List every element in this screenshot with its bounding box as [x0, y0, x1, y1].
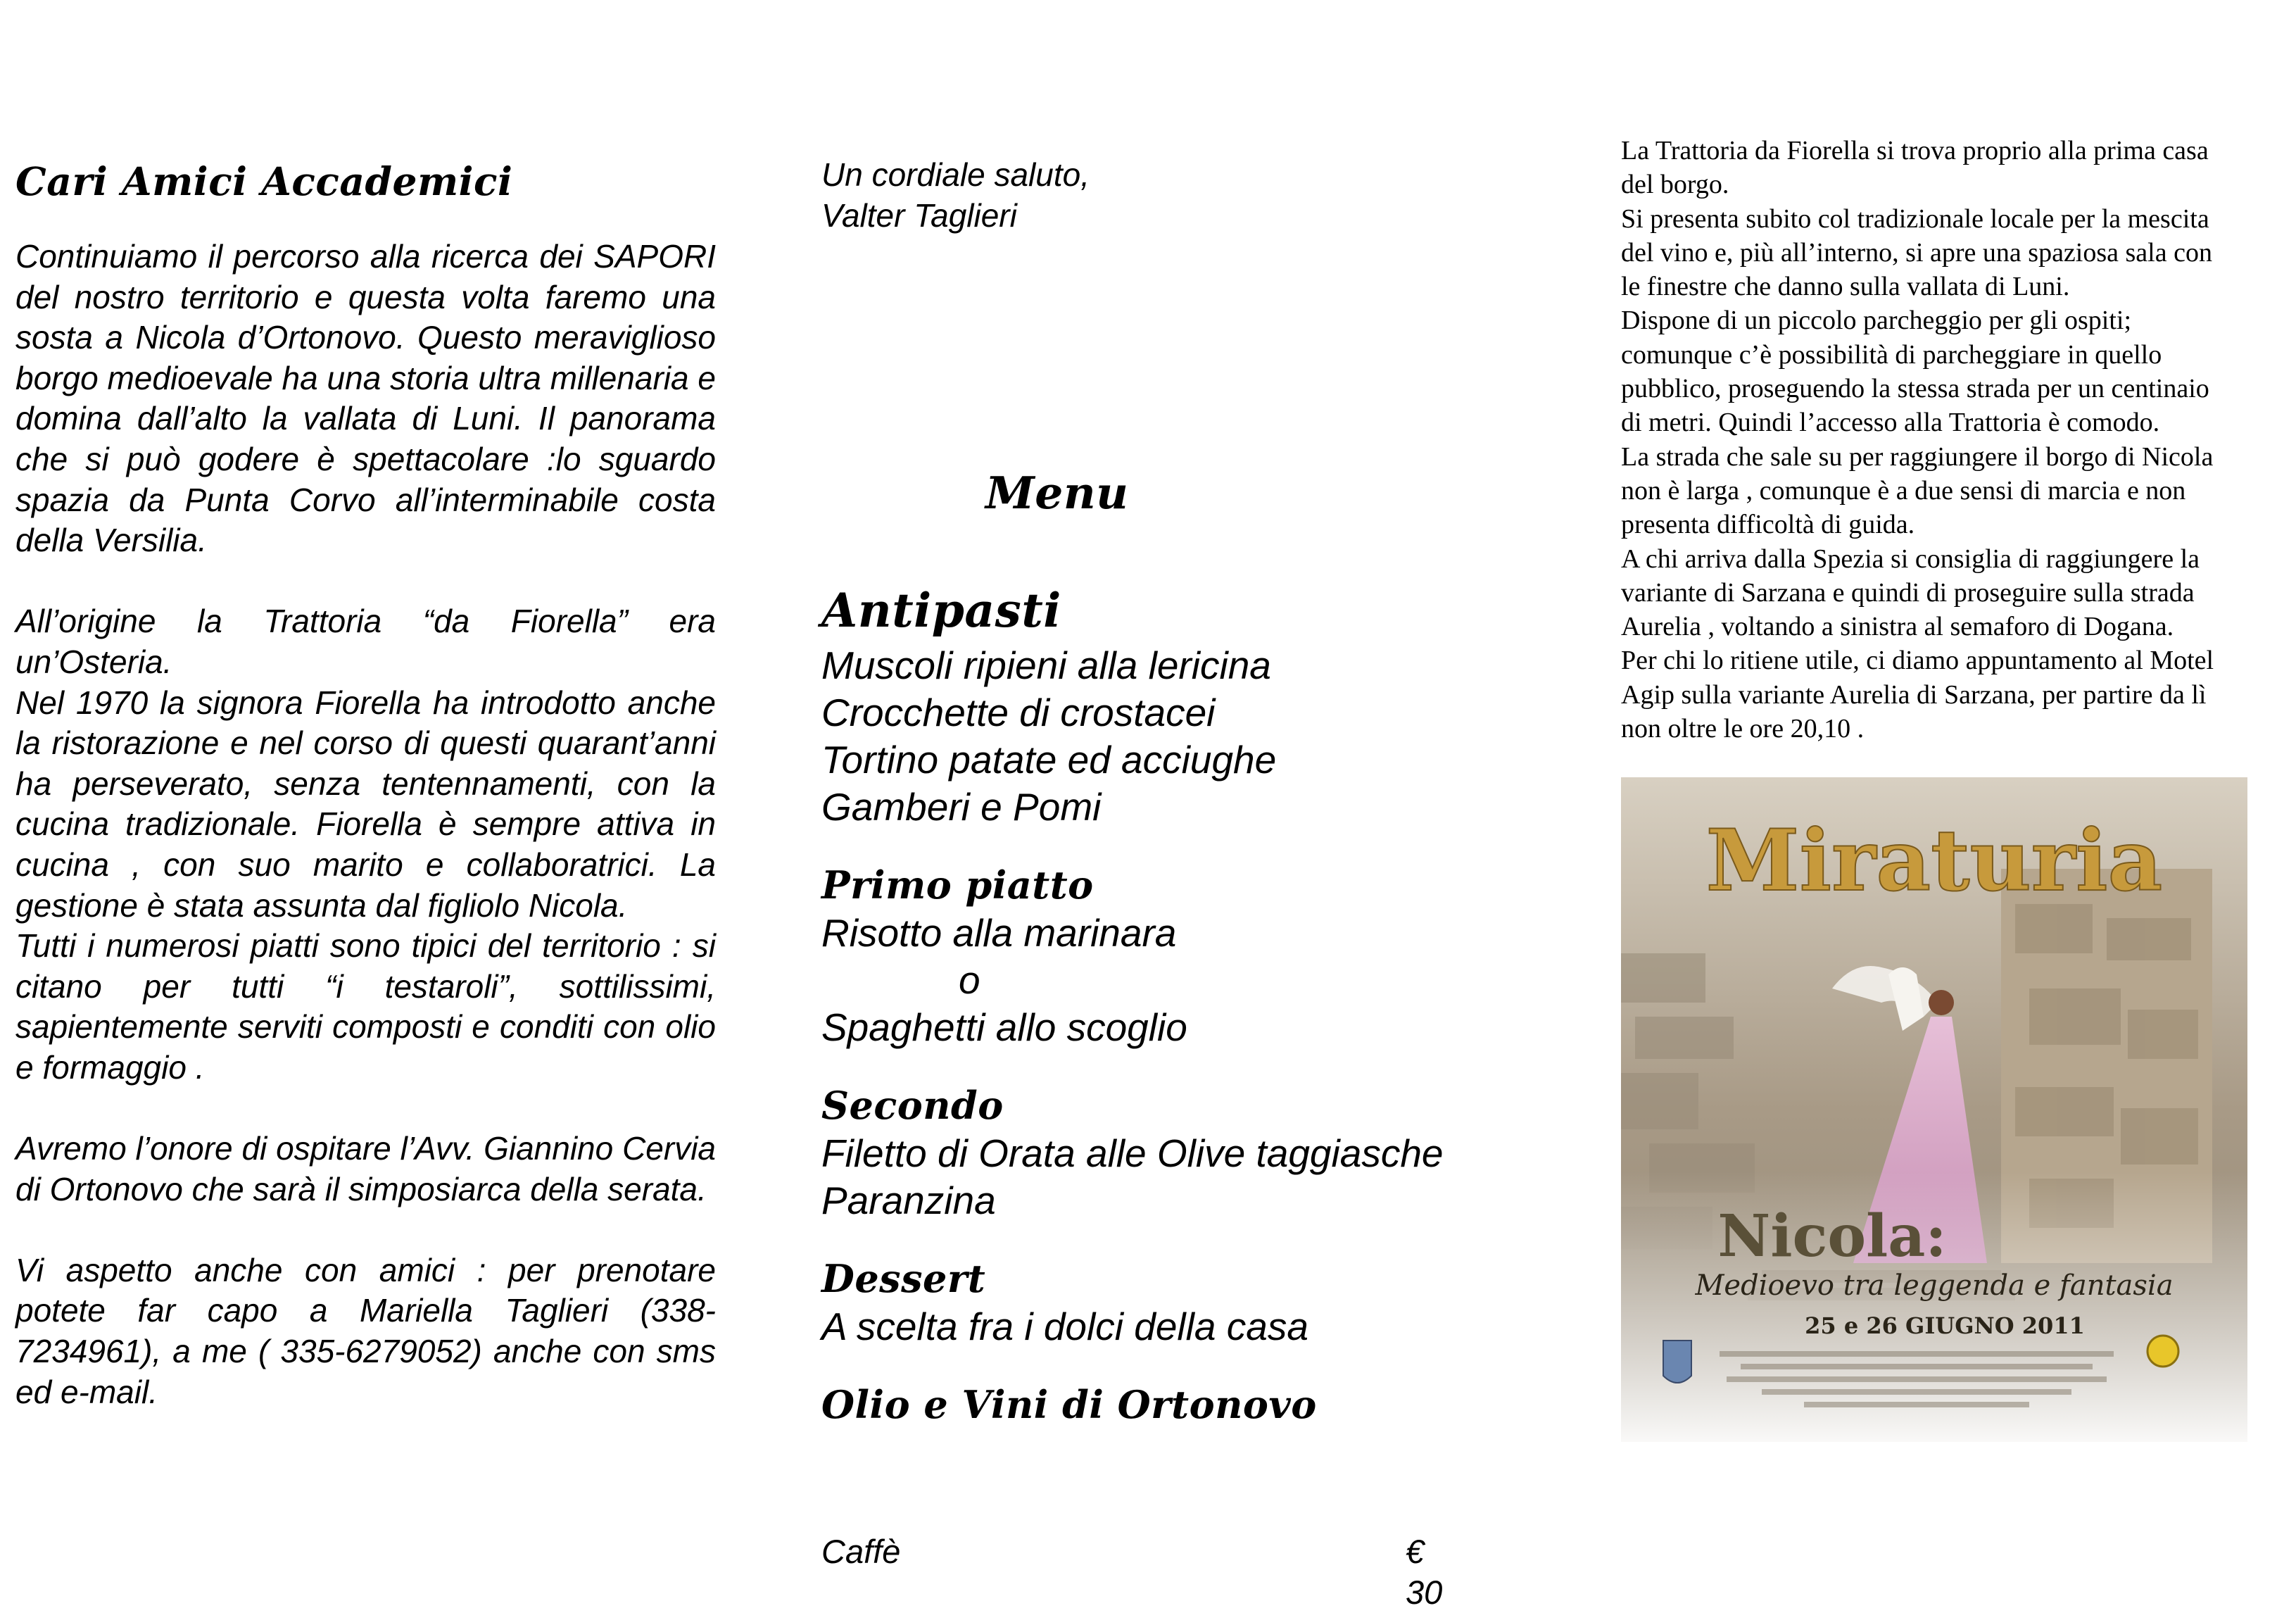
menu-item: Gamberi e Pomi [821, 785, 1102, 829]
sponsor-logo-icon [2147, 1336, 2178, 1367]
directions-column [1621, 134, 2279, 746]
menu-title: Menu [985, 467, 1129, 519]
history-paragraph-origin: All’origine la Trattoria “da Fiorella” era un’Osteria. [15, 603, 716, 680]
greeting-block [821, 155, 1490, 236]
directions-line: non è larga , comunque è a due sensi di marcia e non [1621, 475, 2186, 506]
caffe-price-row [821, 1531, 1469, 1611]
menu-section-olio-vini: Olio e Vini di Ortonovo [821, 1382, 1317, 1427]
directions-line: A chi arriva dalla Spezia si consiglia di raggiungere la [1621, 544, 2200, 574]
directions-line: Si presenta subito col tradizionale locale per la mescita [1621, 203, 2209, 234]
signature-line: Valter Taglieri [821, 196, 1017, 234]
poster-subtitle: Medioevo tra leggenda e fantasia [1695, 1269, 2174, 1302]
menu-section-secondo: Secondo [821, 1083, 1004, 1128]
letter-heading: Cari Amici Accademici [15, 158, 513, 204]
intro-paragraph: Continuiamo il percorso alla ricerca dei SAPORI del nostro territorio e questa volta faremo una sosta a Nicola d’Ortonovo. Questo meraviglioso borgo medioevale ha una storia ultra millenaria e domina dall’alto la vallata di Luni. Il panorama che si può godere è spettacolare :lo sguardo spazia da Punta Corvo all’interminabile costa della Versilia. [15, 238, 716, 559]
directions-line: La strada che sale su per raggiungere il borgo di Nicola [1621, 441, 2214, 472]
directions-line: del vino e, più all’interno, si apre una spaziosa sala con [1621, 237, 2212, 268]
directions-line: Aurelia , voltando a sinistra al semaforo di Dogana. [1621, 612, 2174, 642]
directions-line: di metri. Quindi l’accesso alla Trattoria è comodo. [1621, 408, 2160, 438]
menu-item: Paranzina [821, 1179, 996, 1222]
directions-line: le finestre che danno sulla vallata di Luni. [1621, 272, 2070, 302]
festival-poster-image [1621, 777, 2247, 1442]
caffe-label: Caffè [821, 1533, 901, 1570]
menu-section-primo: Primo piatto [821, 862, 1094, 908]
directions-line: Dispone di un piccolo parcheggio per gli ospiti; [1621, 306, 2132, 336]
directions-line: variante di Sarzana e quindi di proseguire sulla strada [1621, 577, 2195, 608]
directions-line: Per chi lo ritiene utile, ci diamo appuntamento al Motel [1621, 646, 2214, 676]
menu-section-antipasti: Antipasti [821, 583, 1061, 638]
booking-paragraph: Vi aspetto anche con amici : per prenotare potete far capo a Mariella Taglieri (338-7234961), a me ( 335-6279052) anche con sms ed e-mail. [15, 1251, 716, 1410]
menu-item: Crocchette di crostacei [821, 691, 1216, 734]
poster-title: Miraturia [1705, 811, 2163, 910]
menu-item: Filetto di Orata alle Olive taggiasche [821, 1131, 1444, 1175]
directions-line: non oltre le ore 20,10 . [1621, 714, 1865, 744]
poster-place: Nicola: [1717, 1203, 1947, 1270]
history-paragraph-1970: Nel 1970 la signora Fiorella ha introdotto anche la ristorazione e nel corso di questi quarant’anni ha perseverato, senza tentennamenti, con la cucina tradizionale. Fiorella è sempre attiva in cucina , con suo marito e collaboratrici. La gestione è stata assunta dal figliolo Nicola. [15, 684, 716, 924]
directions-line: del borgo. [1621, 170, 1729, 200]
directions-line: Agip sulla variante Aurelia di Sarzana, per partire da lì [1621, 679, 2207, 710]
letter-column [15, 153, 716, 1412]
menu-item: Spaghetti allo scoglio [821, 1005, 1187, 1049]
directions-line: pubblico, proseguendo la stessa strada per un centinaio [1621, 374, 2209, 404]
menu-price: € 30 [1406, 1533, 1443, 1611]
menu-item: A scelta fra i dolci della casa [821, 1305, 1308, 1348]
menu-item: Muscoli ripieni alla lericina [821, 644, 1271, 687]
directions-line: La Trattoria da Fiorella si trova proprio alla prima casa [1621, 136, 2209, 165]
menu-or-separator: o [959, 958, 980, 1002]
menu-section-dessert: Dessert [821, 1256, 986, 1301]
greeting-line: Un cordiale saluto, [821, 156, 1090, 193]
history-paragraph-dishes: Tutti i numerosi piatti sono tipici del territorio : si citano per tutti “i testaroli”, sottilissimi, sapientemente serviti composti e conditi con olio e formaggio . [15, 927, 716, 1086]
town-crest-icon [1663, 1341, 1691, 1383]
directions-line: presenta difficoltà di guida. [1621, 510, 1915, 540]
directions-line: comunque c’è possibilità di parcheggiare in quello [1621, 339, 2162, 370]
guest-paragraph: Avremo l’onore di ospitare l’Avv. Giannino Cervia di Ortonovo che sarà il simposiarca della serata. [15, 1130, 716, 1207]
poster-dates: 25 e 26 GIUGNO 2011 [1805, 1312, 2085, 1339]
menu-item: Risotto alla marinara [821, 911, 1177, 955]
menu-item: Tortino patate ed acciughe [821, 738, 1277, 782]
menu-list [821, 579, 1490, 1429]
